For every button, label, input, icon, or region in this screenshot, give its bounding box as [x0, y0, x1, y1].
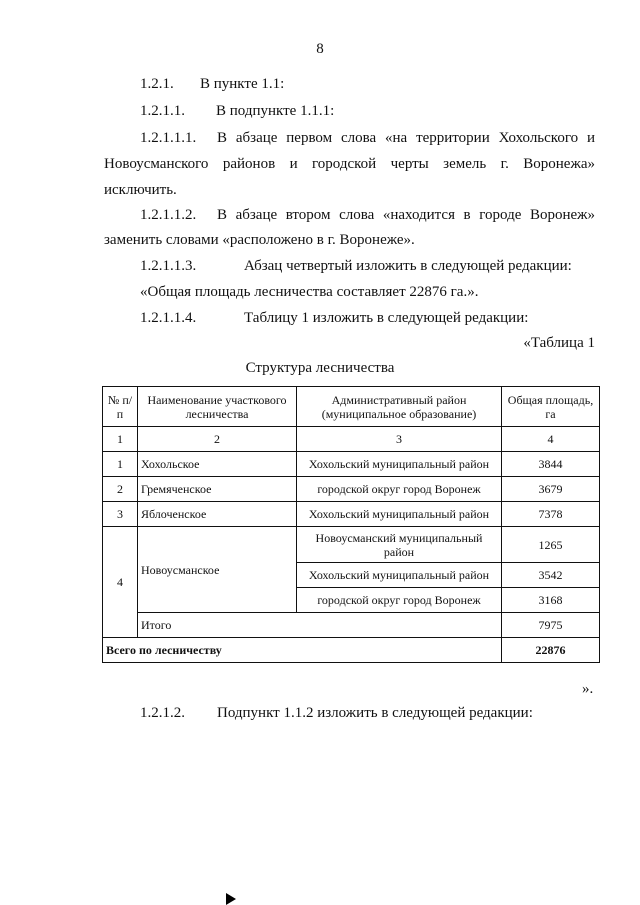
table-row [103, 502, 600, 527]
paragraph-7 [140, 310, 528, 327]
paragraph-number: 1.2.1. [140, 76, 174, 92]
forestry-structure-table [102, 386, 600, 663]
paragraph-text: Таблицу 1 изложить в следующей редакции: [244, 310, 529, 326]
total-row [103, 638, 600, 663]
column-number-row [103, 427, 600, 452]
paragraph-4-line-1 [140, 207, 595, 224]
district-name: городской округ город Воронеж [297, 477, 502, 502]
forestry-name: Яблоченское [138, 502, 297, 527]
row-number: 2 [103, 477, 138, 502]
paragraph-text: В абзаце первом слова «на территории Хохольского и [217, 130, 595, 146]
arrow-marker-icon [226, 893, 236, 905]
paragraph-5 [140, 258, 572, 275]
header-area: Общая площадь, га [502, 387, 600, 427]
row-number: 4 [103, 527, 138, 638]
forestry-name: Хохольское [138, 452, 297, 477]
district-name: городской округ город Воронеж [297, 588, 502, 613]
paragraph-number: 1.2.1.1. [140, 103, 185, 119]
area-value: 3168 [502, 588, 600, 613]
paragraph-2 [140, 103, 334, 120]
district-name: Хохольский муниципальный район [297, 452, 502, 477]
header-forestry-name: Наименование участкового лесничества [138, 387, 297, 427]
subtotal-row [103, 613, 600, 638]
table-row [103, 452, 600, 477]
forestry-name: Гремяченское [138, 477, 297, 502]
paragraph-6: «Общая площадь лесничества составляет 22876 га.». [140, 284, 479, 300]
column-number: 2 [138, 427, 297, 452]
paragraph-number: 1.2.1.2. [140, 705, 185, 721]
paragraph-text: В пункте 1.1: [200, 76, 285, 92]
subtotal-label: Итого [138, 613, 502, 638]
paragraph-text: В абзаце втором слова «находится в городе Воронеж» [217, 207, 595, 223]
paragraph-number: 1.2.1.1.1. [140, 130, 197, 146]
paragraph-1 [140, 76, 284, 93]
paragraph-text: В подпункте 1.1.1: [216, 103, 335, 119]
row-number: 3 [103, 502, 138, 527]
area-value: 3679 [502, 477, 600, 502]
area-value: 7378 [502, 502, 600, 527]
area-value: 3542 [502, 563, 600, 588]
paragraph-4-line-2: заменить словами «расположено в г. Воронеже». [104, 232, 415, 248]
total-value: 22876 [502, 638, 600, 663]
paragraph-8 [140, 705, 533, 722]
row-number: 1 [103, 452, 138, 477]
paragraph-text: Подпункт 1.1.2 изложить в следующей редакции: [217, 705, 533, 721]
column-number: 4 [502, 427, 600, 452]
header-district: Административный район (муниципальное образование) [297, 387, 502, 427]
district-name: Новоусманский муниципальный район [297, 527, 502, 563]
area-value: 3844 [502, 452, 600, 477]
table-title: Структура лесничества [245, 360, 395, 376]
table-row [103, 527, 600, 563]
forestry-name: Новоусманское [138, 527, 297, 613]
table-row [103, 477, 600, 502]
area-value: 1265 [502, 527, 600, 563]
paragraph-number: 1.2.1.1.3. [140, 258, 197, 274]
table-header-row [103, 387, 600, 427]
page-number: 8 [316, 41, 324, 57]
column-number: 1 [103, 427, 138, 452]
district-name: Хохольский муниципальный район [297, 563, 502, 588]
column-number: 3 [297, 427, 502, 452]
table-label: «Таблица 1 [523, 335, 595, 351]
paragraph-number: 1.2.1.1.4. [140, 310, 197, 326]
paragraph-3-line-3: исключить. [104, 182, 177, 198]
table-close-quote: ». [582, 681, 594, 697]
paragraph-3-line-2: Новоусманского районов и городской черты земель г. Воронежа» [104, 156, 595, 172]
paragraph-text: Абзац четвертый изложить в следующей редакции: [244, 258, 572, 274]
total-label: Всего по лесничеству [103, 638, 502, 663]
paragraph-3-line-1 [140, 130, 595, 147]
subtotal-value: 7975 [502, 613, 600, 638]
header-number: № п/п [103, 387, 138, 427]
paragraph-number: 1.2.1.1.2. [140, 207, 197, 223]
district-name: Хохольский муниципальный район [297, 502, 502, 527]
